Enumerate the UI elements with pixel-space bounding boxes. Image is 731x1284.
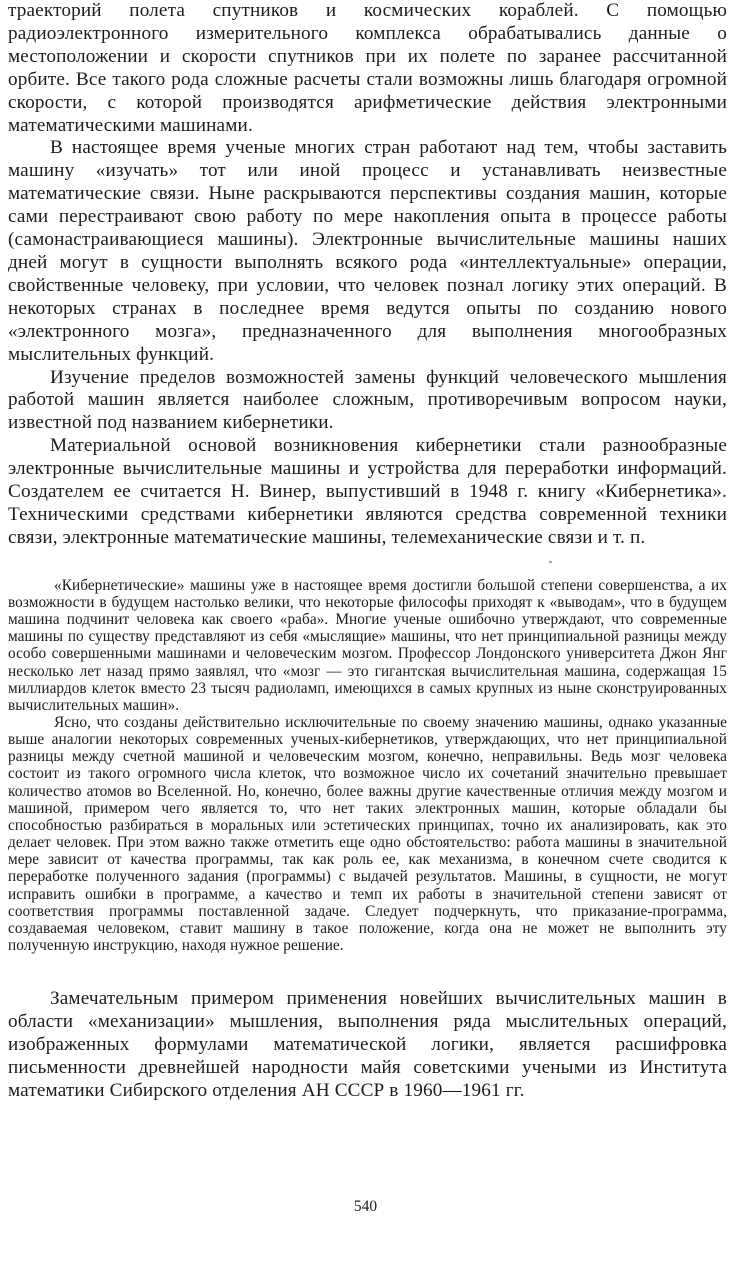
paragraph-machine-learning: В настоящее время ученые многих стран работают над тем, чтобы заставить машину «изучать» тот или иной процесс и устанавливать неизвестные математические связи. Ныне раскрываются перспективы создания машин, которые сами перестраивают свою работу по мере накопления опыта в процессе работы (самонастраивающиеся машины). Электронные вычислительные машины наших дней могут в сущности выполнять всякого рода «интеллектуальные» операции, свойственные человеку, при условии, что человек познал логику этих операций. В некоторых странах в последнее время ведутся опыты по созданию нового «электронного мозга», предназначенного для выполнения многообразных мыслительных функций.: [8, 137, 727, 365]
page-number: 540: [353, 1198, 378, 1215]
print-speck: [549, 561, 552, 563]
small-paragraph-machine-claims: «Кибернетические» машины уже в настоящее время достигли большой степени совершенства, а их возможности в будущем настолько велики, что некоторые философы приходят к «выводам», что в будущем машина подчинит человека как своего «раба». Многие ученые ошибочно утверждают, что современные машины по существу представляют из себя «мыслящие» машины, что нет принципиальной разницы между особо совершенными машинами и человеческим мозгом. Профессор Лондонского университета Джон Янг несколько лет назад прямо заявлял, что «мозг — это гигантская вычислительная машина, содержащая 15 миллиардов клеток вместо 23 тысяч радиоламп, имеющихся в самых крупных из ныне сконструированных вычислительных машин».: [8, 576, 727, 714]
main-text-block: [8, 0, 727, 550]
small-print-block: [8, 577, 727, 954]
small-paragraph-brain-vs-machine: Ясно, что созданы действительно исключительные по своему значению машины, однако указанные выше аналогии некоторых современных ученых-кибернетиков, утверждающих, что нет принципиальной разницы между счетной машиной и человеческим мозгом, конечно, неправильны. Ведь мозг человека состоит из такого огромного числа клеток, что возможное число их сочетаний значительно превышает количество атомов во Вселенной. Но, конечно, более важны другие качественные отличия между мозгом и машиной, примером чего является то, что нет таких электронных машин, которые обладали бы способностью разбираться в моральных или эстетических принципах, точно их анализировать, как это делает человек. При этом важно также отметить еще одно обстоятельство: работа машины в значительной мере зависит от качества программы, так как роль ее, как механизма, в конечном счете сводится к переработке полученного задания (программы) с выдачей результатов. Машины, в сущности, не могут исправить ошибки в программе, а качество и темп их работы в значительной степени зависят от соответствия программы поставленной задаче. Следует подчеркнуть, что приказание-программа, создаваемая человеком, ставит машину в такое положение, когда она не может не выполнить эту полученную инструкцию, находя нужное решение.: [8, 714, 727, 955]
paragraph-maya-decipherment: Замечательным примером применения новейших вычислительных машин в области «механизации» мышления, выполнения ряда мыслительных операций, изображенных формулами математической логики, является расшифровка письменности древнейшей народности майя советскими учеными из Института математики Сибирского отделения АН СССР в 1960—1961 гг.: [8, 988, 727, 1101]
paragraph-cybernetics-basis: Материальной основой возникновения кибернетики стали разнообразные электронные вычислительные машины и устройства для переработки информаций. Создателем ее считается Н. Винер, выпустивший в 1948 г. книгу «Кибернетика». Техническими средствами кибернетики являются средства современной техники связи, электронные математические машины, телемеханические связи и т. п.: [8, 435, 727, 548]
paragraph-satellite-trajectories: траекторий полета спутников и космических кораблей. С помощью радиоэлектронного измерительного комплекса обрабатывались данные о местоположении и скорости спутников при их полете по заранее рассчитанной орбите. Все такого рода сложные расчеты стали возможны лишь благодаря огромной скорости, с которой производятся арифметические действия электронными математическими машинами.: [8, 0, 727, 136]
document-page: [8, 0, 727, 1103]
paragraph-cybernetics-question: Изучение пределов возможностей замены функций человеческого мышления работой машин является наиболее сложным, противоречивым вопросом науки, известной под названием кибернетики.: [8, 366, 727, 434]
closing-text-block: [8, 988, 727, 1103]
